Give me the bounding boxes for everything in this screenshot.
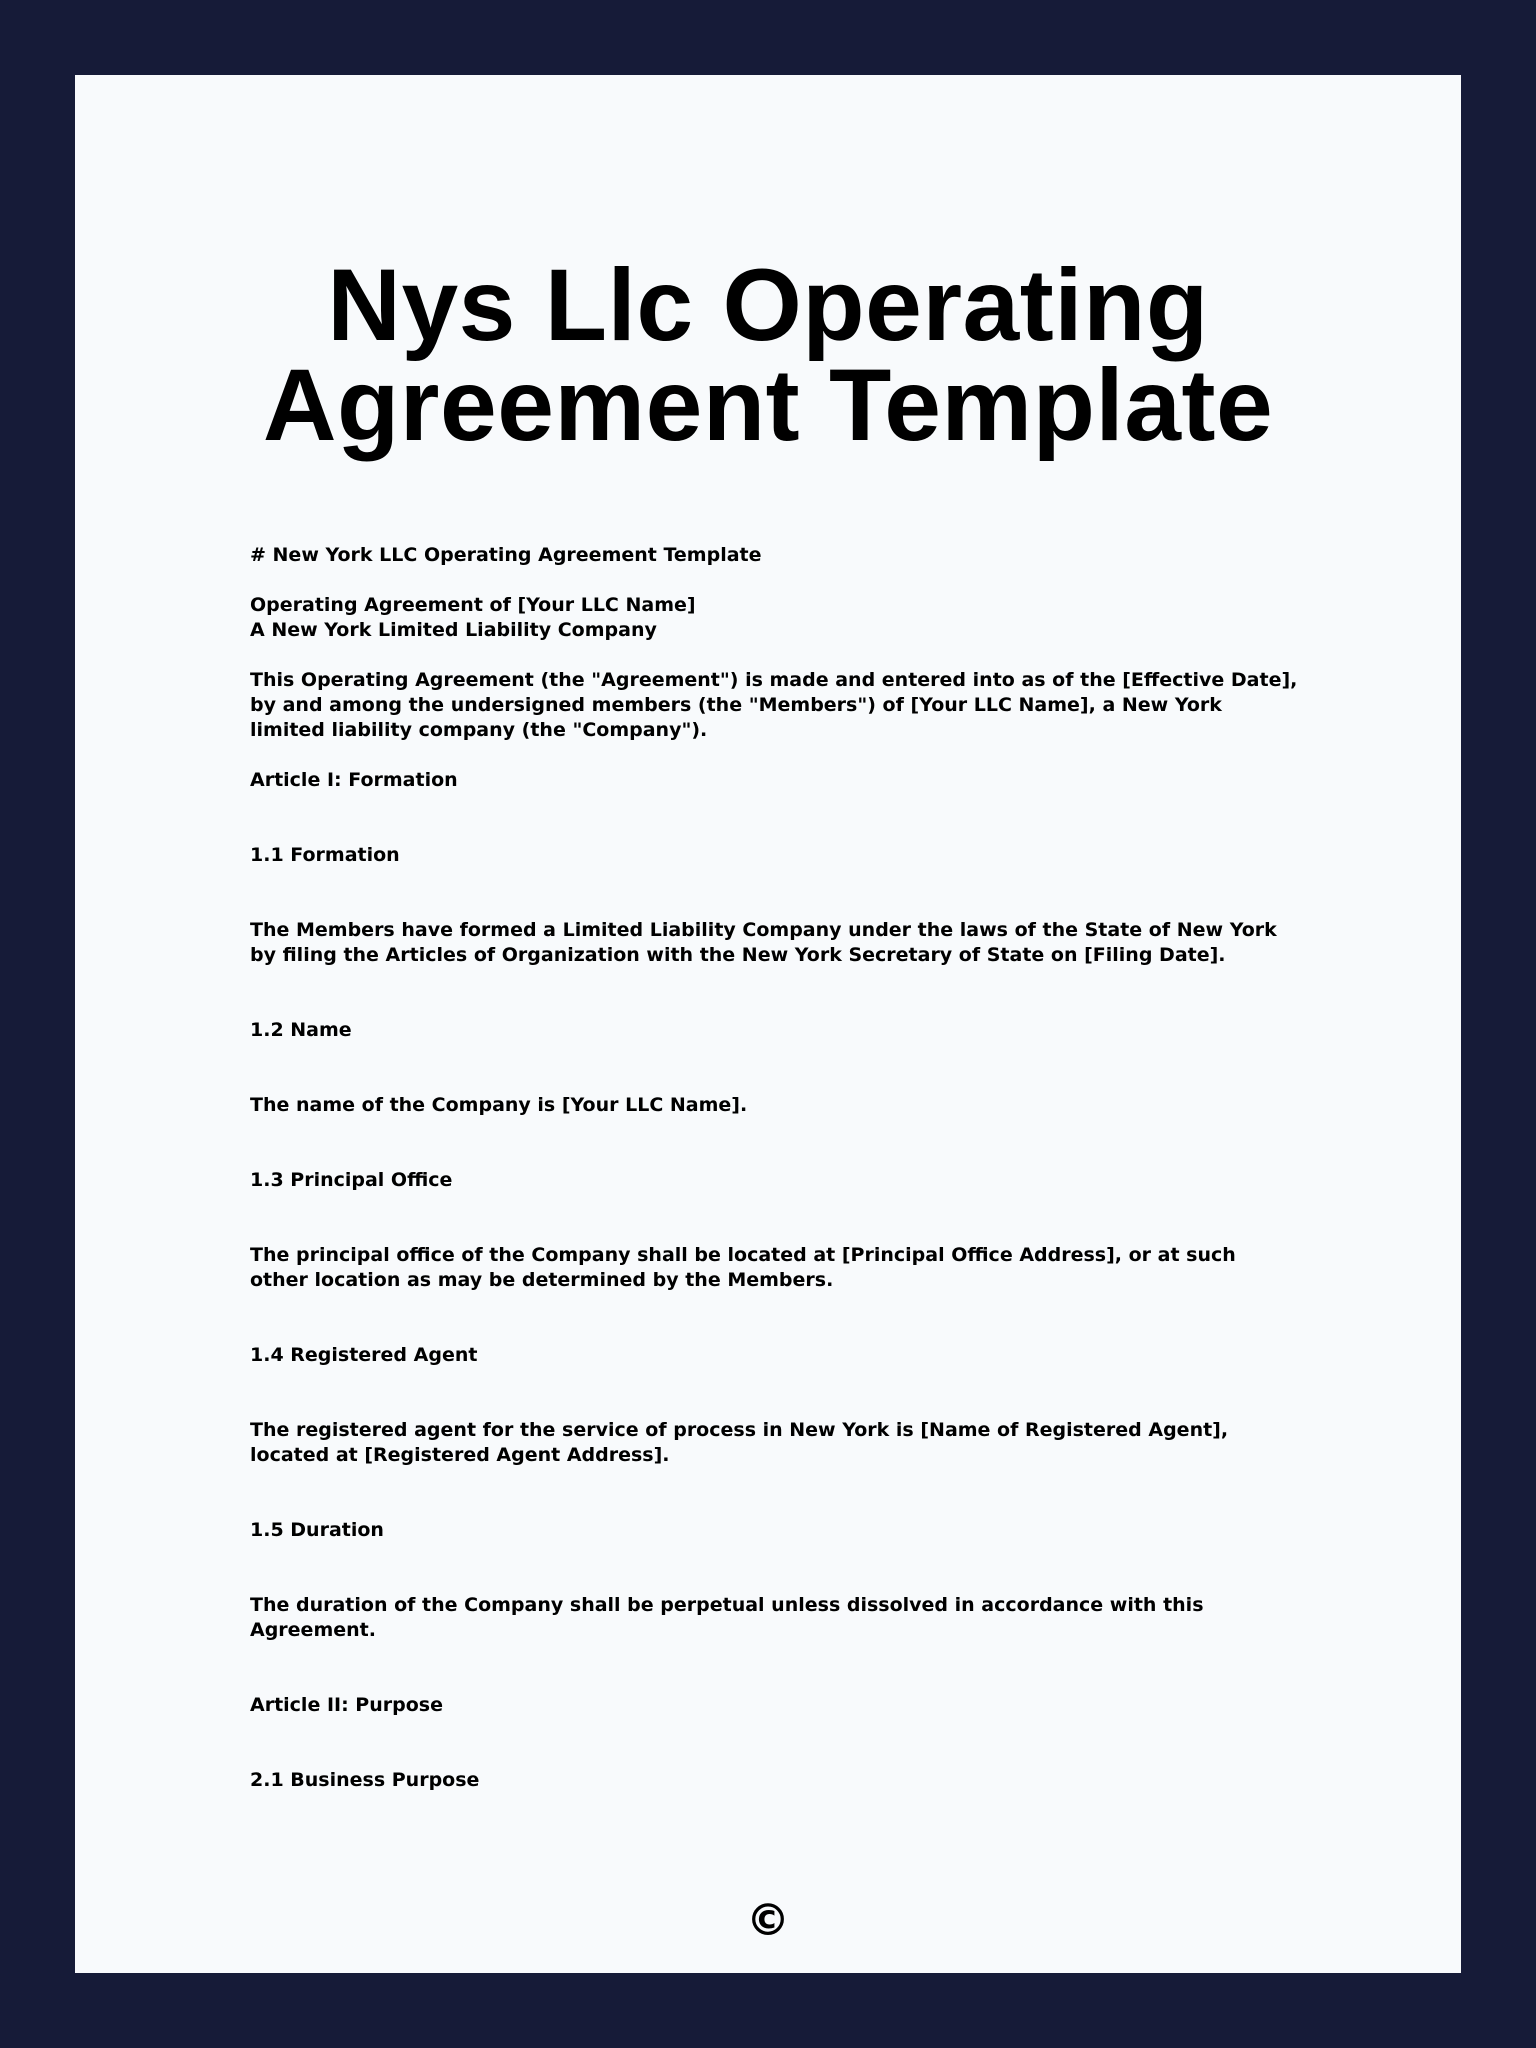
intro-paragraph: This Operating Agreement (the "Agreement") is made and entered into as of the [Effective Date], by and among the undersigned members (the "Members") of [Your LLC Name], a New York limited liability company (the "Company"). (250, 669, 1304, 741)
section-1-2-title: 1.2 Name (250, 1019, 352, 1041)
document-title-line-1: Nys Llc Operating (327, 248, 1209, 362)
agreement-of-line: Operating Agreement of [Your LLC Name] (250, 594, 696, 616)
section-1-3-title: 1.3 Principal Office (250, 1169, 453, 1191)
section-1-5-title: 1.5 Duration (250, 1519, 384, 1541)
section-1-3-text: The principal office of the Company shall be located at [Principal Office Address], or at such other location as may be determined by the Members. (250, 1244, 1243, 1291)
article-2-heading: Article II: Purpose (250, 1694, 443, 1716)
section-1-4-title: 1.4 Registered Agent (250, 1344, 478, 1366)
document-page (75, 75, 1461, 1973)
section-2-1-title: 2.1 Business Purpose (250, 1769, 480, 1791)
section-1-1-title: 1.1 Formation (250, 844, 400, 866)
document-title (75, 248, 1461, 462)
section-1-5-text: The duration of the Company shall be perpetual unless dissolved in accordance with this Agreement. (250, 1594, 1211, 1641)
section-1-1-text: The Members have formed a Limited Liability Company under the laws of the State of New York by filing the Articles of Organization with the New York Secretary of State on [Filing Date]. (250, 919, 1284, 966)
company-type-line: A New York Limited Liability Company (250, 619, 657, 641)
section-1-2-text: The name of the Company is [Your LLC Name]. (250, 1094, 748, 1116)
copyright-icon: © (746, 1895, 790, 1946)
document-title-line-2: Agreement Template (262, 348, 1274, 462)
markdown-heading: # New York LLC Operating Agreement Template (250, 544, 762, 566)
article-1-heading: Article I: Formation (250, 769, 458, 791)
section-1-4-text: The registered agent for the service of process in New York is [Name of Registered Agent], located at [Registered Agent Address]. (250, 1419, 1235, 1466)
